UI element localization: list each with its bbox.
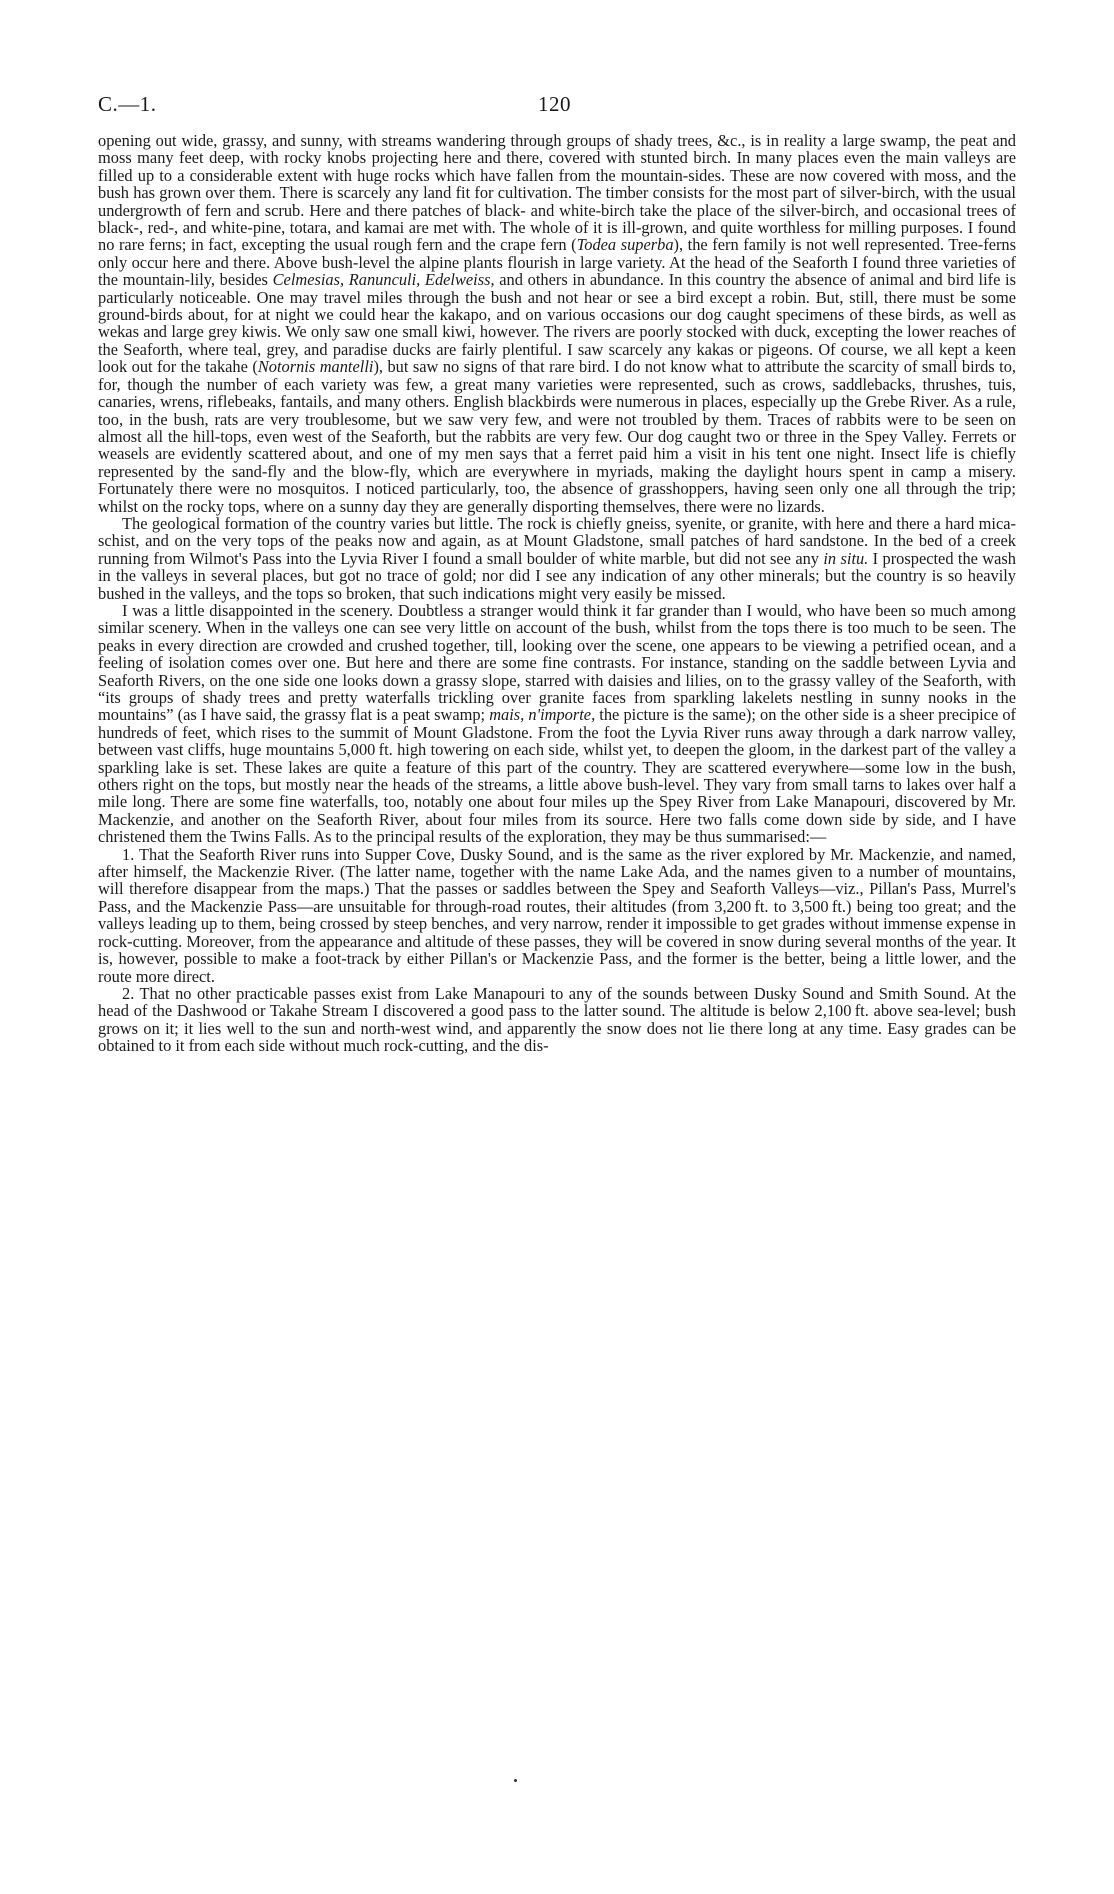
text-run: ), but saw no signs of that rare bird. I do not know what to attribute the scarcity of small birds to, for, though the number of each variety was few, a great many varieties were represented, such as crows, saddlebacks, thrushes, tuis, canaries, wrens, riflebeaks, fantails, and many others. English blackbirds were numerous in places, especially up the Grebe River. As a rule, too, in the bush, rats are very troublesome, but we saw very few, and were not troubled by them. Traces of rabbits were to be seen on almost all the hill-tops, even west of the Seaforth, but the rabbits are very few. Our dog caught two or three in the Spey Valley. Ferrets or weasels are evidently scattered about, and one of my men says that a ferret paid him a visit in his tent one night. Insect life is chiefly represented by the sand-fly and the blow-fly, which are everywhere in myriads, making the daylight hours spent in camp a misery. Fortunately there were no mosquitos. I noticed particularly, too, the absence of grasshoppers, having seen only one all through the trip; whilst on the rocky tops, where on a sunny day they are generally disporting themselves, there were no lizards. (98, 357, 1016, 516)
text-run: The geological formation of the country varies but little. The rock is chiefly gneiss, syenite, or granite, with here and there a hard mica-schist, and on the very tops of the peaks now and again, as at Mount Gladstone, small patches of hard sandstone. In the bed of a creek running from Wilmot's Pass into the Lyvia River I found a small boulder of white marble, but did not see any (98, 513, 1016, 568)
paragraph-result-1 (98, 846, 1016, 985)
italic-text-run: Celmesias, Ranunculi, Edelweiss, (272, 270, 495, 290)
italic-text-run: Notornis mantelli (257, 357, 374, 377)
paragraph-geology (98, 515, 1016, 602)
text-run: I was a little disappointed in the scenery. Doubtless a stranger would think it far grander than I would, who have been so much among similar scenery. When in the valleys one can see very little on account of the bush, whilst from the tops there is too much to be seen. The peaks in every direction are crowded and crushed together, till, looking over the scene, one appears to be viewing a petrified ocean, and a feeling of isolation comes over one. But here and there are some fine contrasts. For instance, standing on the saddle between Lyvia and Seaforth Rivers, on the one side one looks down a grassy slope, starred with daisies and lilies, on to the grassy valley of the Seaforth, with “its groups of shady trees and pretty waterfalls trickling over granite faces from sparkling lakelets nestling in sunny nooks in the mountains” (as I have said, the grassy flat is a peat swamp; (98, 600, 1016, 725)
footer-mark (514, 1779, 517, 1782)
document-reference: C.—1. (98, 92, 157, 116)
text-run: and others in abundance. In this country the absence of animal and bird life is particularly noticeable. One may travel miles through the bush and not hear or see a bird except a robin. But, still, there must be some ground-birds about, for at night we could hear the kakapo, and on various occasions our dog caught specimens of these birds, as well as wekas and large grey kiwis. We only saw one small kiwi, however. The rivers are poorly stocked with duck, excepting the lower reaches of the Seaforth, where teal, grey, and paradise ducks are fairly plentiful. I saw scarcely any kakas or pigeons. Of course, we all kept a keen look out for the takahe ( (98, 270, 1016, 377)
italic-text-run: mais, n'importe, (489, 705, 596, 725)
text-run: the picture is the same); on the other side is a sheer precipice of hundreds of feet, which rises to the summit of Mount Gladstone. From the foot the Lyvia River runs away through a dark narrow valley, between vast cliffs, huge mountains 5,000 ft. high towering on each side, whilst yet, to deepen the gloom, in the darkest part of the valley a sparkling lake is set. These lakes are quite a feature of this part of the country. They are scattered everywhere—some low in the bush, others right on the tops, but mostly near the heads of the streams, a little above bush-level. They vary from small tarns to lakes over half a mile long. There are some fine waterfalls, too, notably one about four miles up the Spey River from Lake Manapouri, discovered by Mr. Mackenzie, and another on the Seaforth River, about four miles from its source. Here two falls come down side by side, and I have christened them the Twins Falls. As to the principal results of the exploration, they may be thus summarised:— (98, 705, 1016, 847)
italic-text-run: Todea superba (576, 235, 674, 255)
text-run: ), the fern family is not well represented. Tree-ferns only occur here and there. Above bush-level the alpine plants flourish in large variety. At the head of the Seaforth I found three varieties of the mountain-lily, besides (98, 235, 1017, 290)
paragraph-result-2 (98, 985, 1016, 1055)
page-header (98, 92, 1016, 126)
body-text (98, 132, 1016, 1055)
text-run: 1. That the Seaforth River runs into Supper Cove, Dusky Sound, and is the same as the river explored by Mr. Mackenzie, and named, after himself, the Mackenzie River. (The latter name, together with the name Lake Ada, and the names given to a number of mountains, will therefore disappear from the maps.) That the passes or saddles between the Spey and Seaforth Valleys—viz., Pillan's Pass, Murrel's Pass, and the Mackenzie Pass—are unsuitable for through-road routes, their altitudes (from 3,200 ft. to 3,500 ft.) being too great; and the valleys leading up to them, being crossed by steep benches, and very narrow, render it impossible to get grades without immense expense in rock-cutting. Moreover, from the appearance and altitude of these passes, they will be covered in snow during several months of the year. It is, however, possible to make a foot-track by either Pillan's or Mackenzie Pass, and the former is the better, being a little lower, and the route more direct. (98, 844, 1016, 986)
text-run: I prospected the wash in the valleys in several places, but got no trace of gold; nor did I see any indication of any other minerals; but the country is so heavily bushed in the valleys, and the tops so broken, that such indications might very easily be missed. (98, 548, 1016, 603)
page-number: 120 (538, 92, 571, 116)
paragraph-scenery (98, 602, 1016, 846)
text-run: opening out wide, grassy, and sunny, with streams wandering through groups of shady trees, &c., is in reality a large swamp, the peat and moss many feet deep, with rocky knobs projecting here and there, covered with stunted birch. In many places even the main valleys are filled up to a considerable extent with huge rocks which have fallen from the mountain-sides. These are now covered with moss, and the bush has grown over them. There is scarcely any land fit for cultivation. The timber consists for the most part of silver-birch, with the usual undergrowth of fern and scrub. Here and there patches of black- and white-birch take the place of the silver-birch, and occasional trees of black-, red-, and white-pine, totara, and kamai are met with. The whole of it is ill-grown, and quite worthless for milling purposes. I found no rare ferns; in fact, excepting the usual rough fern and the crape fern ( (98, 131, 1016, 255)
italic-text-run: in situ. (823, 548, 869, 568)
paragraph-wildlife (98, 132, 1016, 515)
text-run: 2. That no other practicable passes exist from Lake Manapouri to any of the sounds between Dusky Sound and Smith Sound. At the head of the Dashwood or Takahe Stream I discovered a good pass to the latter sound. The altitude is below 2,100 ft. above sea-level; bush grows on it; it lies well to the sun and north-west wind, and apparently the snow does not lie there long at any time. Easy grades can be obtained to it from each side without much rock-cutting, and the dis- (98, 983, 1016, 1056)
